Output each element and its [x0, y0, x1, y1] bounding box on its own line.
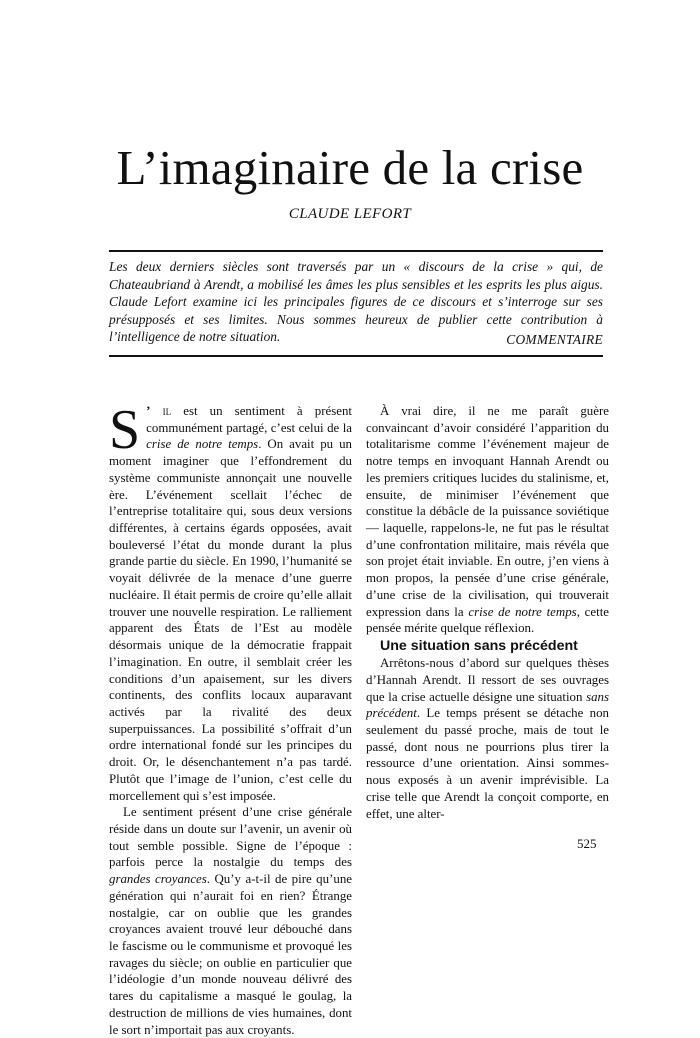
paragraph-2-text-a: Le sentiment présent d’une crise générale réside dans un doute sur l’avenir, un avenir où tout semble possible. Signe de l’époque : parfois perce la nostalgie du temps des: [109, 805, 352, 870]
abstract-signature: COMMENTAIRE: [506, 332, 603, 347]
paragraph-4: [366, 655, 609, 822]
paragraph-2-text-b: . Qu’y a-t-il de pire qu’une génération qui n’aurait foi en rien? Étrange nostalgie, car on oublie que les grandes croyances avaient trouvé leur débouché dans le fascisme ou le communisme et provoqué les ravages du siècle; on oublie en particulier que l’idéologie d’un monde nouveau délivré des tares du capitalisme a masqué le goulag, la destruction de millions de vies humaines, dont le sort n’importait pas aux croyants.: [109, 872, 352, 1037]
paragraph-4-text-a: Arrêtons-nous d’abord sur quelques thèses d’Hannah Arendt. Il ressort de ses ouvrages que la crise actuelle désigne une situation: [366, 656, 609, 704]
drop-cap: S: [109, 399, 141, 461]
bottom-rule: [109, 355, 603, 357]
article-title: L’imaginaire de la crise: [116, 140, 584, 195]
text-column-left: [109, 399, 353, 1038]
paragraph-3-text-a: À vrai dire, il ne me paraît guère convaincant d’avoir considéré l’apparition du totalitarisme comme l’événement majeur de notre temps en invoquant Hannah Arendt ou les premiers critiques lucides du stalinisme, et, ensuite, de minimiser l’événement que constitue la débâcle de la puissance soviétique — laquelle, rappelons-le, ne fut pas le résultat d’une confrontation militaire, mais révéla que son projet était inviable. En outre, j’en viens à mon propos, la pensée d’une crise générale, d’une crise de la civilisation, qui trouverait expression dans la: [366, 404, 609, 619]
paragraph-3-emphasis: crise de notre temps: [468, 604, 577, 619]
paragraph-3: [366, 403, 609, 637]
small-caps-opening: il: [162, 404, 172, 418]
paragraph-3-text-b: , cette pensée mérite quelque réflexion.: [366, 604, 610, 636]
top-rule: [109, 250, 603, 252]
paragraph-1: [109, 399, 353, 804]
paragraph-1-text-a: est un sentiment à présent communément partagé, c’est celui de la: [146, 404, 353, 435]
paragraph-1-emphasis: crise de notre temps: [146, 437, 259, 452]
section-heading: Une situation sans précédent: [380, 638, 578, 655]
text-column-right: [366, 403, 609, 822]
page-number: 525: [577, 836, 597, 851]
paragraph-4-emphasis: sans précédent: [366, 689, 609, 721]
abstract-text: Les deux derniers siècles sont traversés par un « discours de la crise » qui, de Chateaubriand à Arendt, a mobilisé les âmes les plus sensibles et les esprits les plus aigus. Claude Lefort examine ici les principales figures de ce discours et s’interroge sur ses présupposés et ses limites. Nous sommes heureux de publier cette contribution à l’intelligence de notre situation.: [109, 259, 603, 345]
paragraph-4-text-b: . Le temps présent se détache non seulement du passé proche, mais de tout le passé, dont nous ne pourrions plus tirer la ressource d’une orientation. Ainsi sommes-nous exposés à un avenir imprévisible. La crise telle que Arendt la conçoit comporte, en effet, une alter-: [366, 706, 609, 821]
paragraph-2: [109, 804, 352, 1038]
author-name: CLAUDE LEFORT: [288, 206, 412, 222]
paragraph-2-emphasis: grandes croyances: [109, 872, 207, 887]
drop-cap-apostrophe: ’: [146, 404, 151, 418]
paragraph-1-text-b: . On avait pu un moment imaginer que l’effondrement du système communiste annonçait une nouvelle ère. L’événement scellait l’échec de l’entreprise totalitaire qui, sous deux versions différentes, à certains égards opposées, avait bouleversé l’état du monde durant la plus grande partie du siècle. En 1990, l’humanité se voyait délivrée de la menace d’une guerre nucléaire. Il était permis de croire qu’elle allait trouver une nouvelle respiration. Le ralliement apparent des États de l’Est au modèle désormais unique de la démocratie frappait l’imagination. En outre, il semblait créer les conditions d’un apaisement, sur les divers continents, des conflits locaux auparavant activés par la rivalité des deux superpuissances. La possibilité s’offrait d’un ordre international fondé sur les principes du droit. Or, le désenchantement n’a pas tardé. Plutôt que l’image de l’union, c’est celle du morcellement qui s’est imposée.: [109, 437, 352, 803]
